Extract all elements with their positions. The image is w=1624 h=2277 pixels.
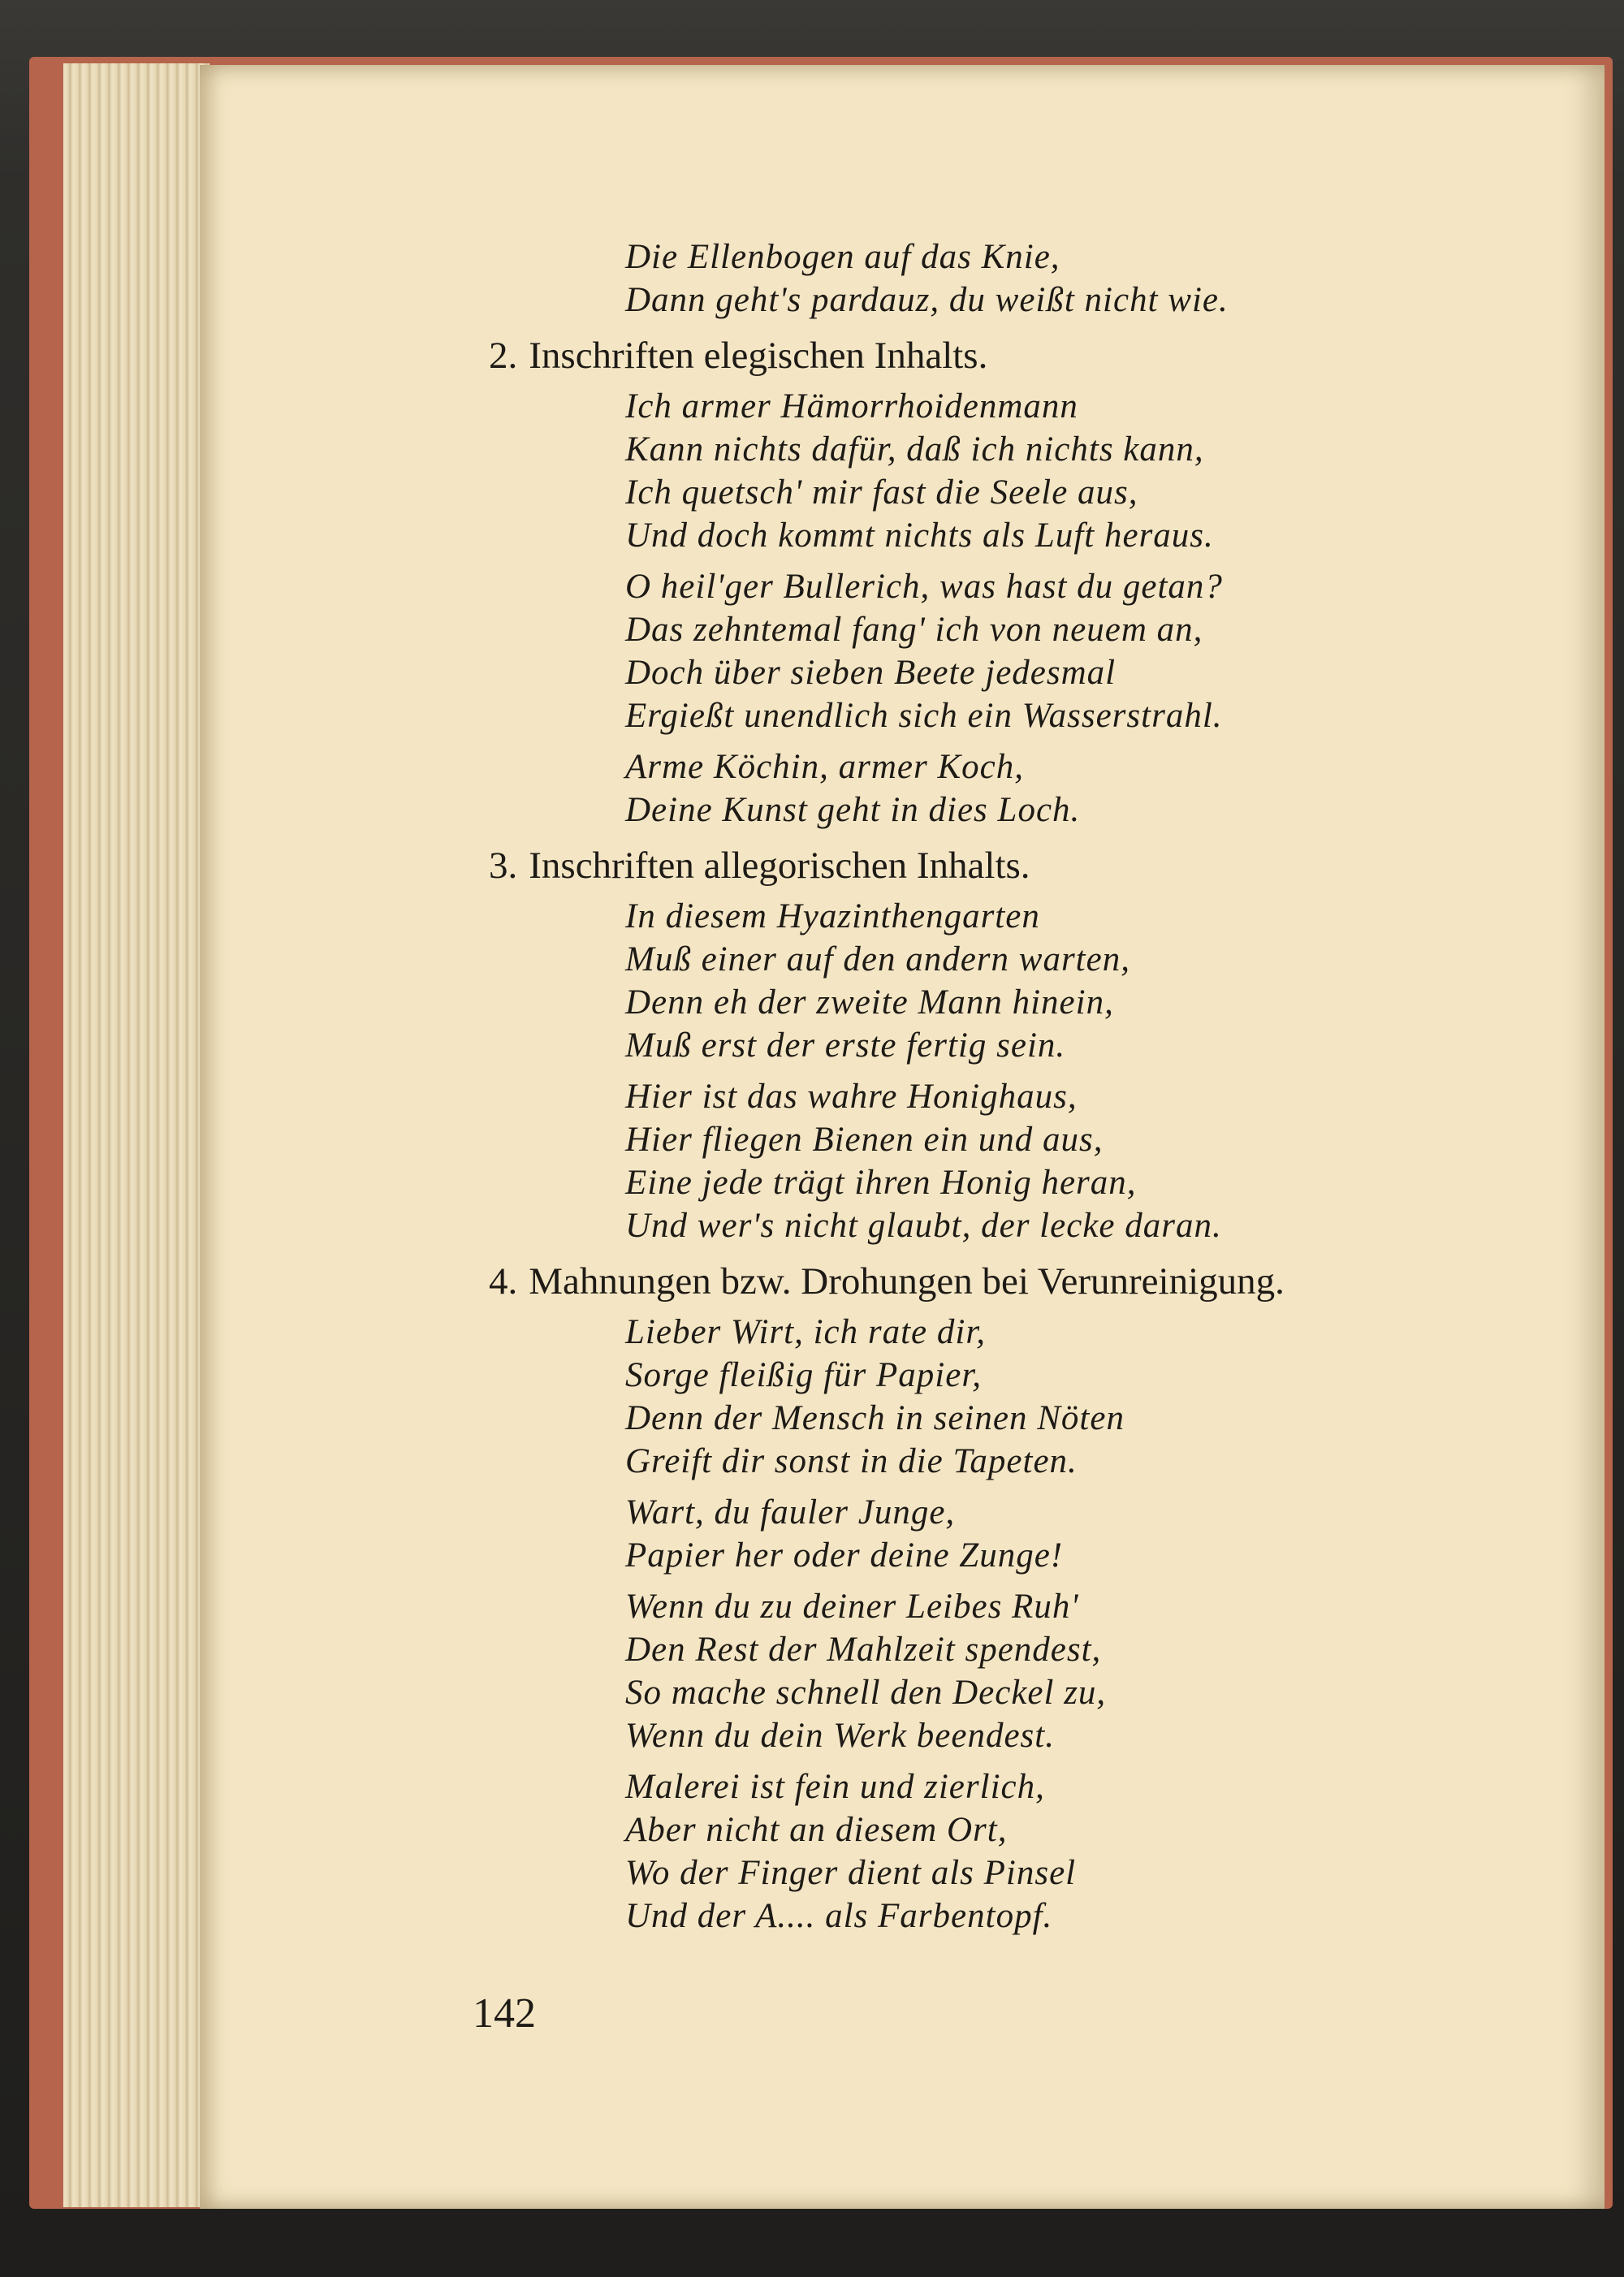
verse-line: Papier her oder deine Zunge! xyxy=(625,1536,1064,1575)
section-title: Inschriften elegischen Inhalts. xyxy=(529,335,988,377)
section-title: Inschriften allegorischen Inhalts. xyxy=(529,845,1030,887)
verse-line: Und wer's nicht glaubt, der lecke daran. xyxy=(625,1207,1222,1245)
stanza xyxy=(276,895,1445,1067)
section-number: 3. xyxy=(489,845,518,887)
verse-line: Doch über sieben Beete jedesmal xyxy=(625,654,1116,692)
verse-line: Die Ellenbogen auf das Knie, xyxy=(625,238,1060,276)
stanza xyxy=(276,565,1445,737)
verse-line: Ich armer Hämorrhoidenmann xyxy=(625,387,1078,426)
section-title: Mahnungen bzw. Drohungen bei Verunreinigung. xyxy=(529,1260,1285,1303)
verse-line: Denn der Mensch in seinen Nöten xyxy=(625,1399,1125,1437)
verse-line: In diesem Hyazinthengarten xyxy=(625,897,1040,935)
verse-line: Sorge fleißig für Papier, xyxy=(625,1356,983,1394)
verse-line: Wenn du dein Werk beendest. xyxy=(625,1717,1055,1755)
verse-line: Ich quetsch' mir fast die Seele aus, xyxy=(625,473,1138,512)
page-text xyxy=(276,235,1445,1946)
verse-line: Ergießt unendlich sich ein Wasserstrahl. xyxy=(625,697,1223,735)
verse-line: Arme Köchin, armer Koch, xyxy=(625,748,1024,786)
verse-line: Eine jede trägt ihren Honig heran, xyxy=(625,1164,1137,1202)
page-stack-edges xyxy=(63,63,209,2207)
verse-line: O heil'ger Bullerich, was hast du getan? xyxy=(625,568,1223,606)
stanza xyxy=(276,745,1445,832)
verse-line: Und doch kommt nichts als Luft heraus. xyxy=(625,516,1214,555)
verse-line: Den Rest der Mahlzeit spendest, xyxy=(625,1631,1102,1669)
section-heading xyxy=(489,1257,1445,1306)
verse-line: Dann geht's pardauz, du weißt nicht wie. xyxy=(625,281,1229,319)
page-number: 142 xyxy=(473,1990,536,2037)
verse-line: Malerei ist fein und zierlich, xyxy=(625,1768,1045,1806)
verse-line: Lieber Wirt, ich rate dir, xyxy=(625,1313,987,1351)
stanza xyxy=(276,1585,1445,1757)
stanza xyxy=(276,385,1445,557)
verse-line: Deine Kunst geht in dies Loch. xyxy=(625,791,1081,829)
verse-line: Muß einer auf den andern warten, xyxy=(625,940,1130,979)
stanza xyxy=(276,1311,1445,1483)
verse-line: Wo der Finger dient als Pinsel xyxy=(625,1854,1077,1892)
section-heading xyxy=(489,841,1445,890)
intro-stanza xyxy=(276,235,1445,322)
stanza xyxy=(276,1491,1445,1577)
section-number: 2. xyxy=(489,335,518,377)
verse-line: Kann nichts dafür, daß ich nichts kann, xyxy=(625,430,1204,469)
verse-line: Und der A.... als Farbentopf. xyxy=(625,1897,1053,1935)
verse-line: Das zehntemal fang' ich von neuem an, xyxy=(625,611,1203,649)
stanza xyxy=(276,1765,1445,1938)
section-heading xyxy=(489,331,1445,380)
section-number: 4. xyxy=(489,1260,518,1303)
verse-line: Aber nicht an diesem Ort, xyxy=(625,1811,1008,1849)
verse-line: Greift dir sonst in die Tapeten. xyxy=(625,1442,1078,1480)
verse-line: Wenn du zu deiner Leibes Ruh' xyxy=(625,1588,1079,1626)
verse-line: Hier ist das wahre Honighaus, xyxy=(625,1078,1078,1116)
verse-line: Muß erst der erste fertig sein. xyxy=(625,1026,1066,1065)
verse-line: Wart, du fauler Junge, xyxy=(625,1493,956,1532)
verse-line: Hier fliegen Bienen ein und aus, xyxy=(625,1121,1104,1159)
verse-line: So mache schnell den Deckel zu, xyxy=(625,1674,1107,1712)
verse-line: Denn eh der zweite Mann hinein, xyxy=(625,983,1114,1022)
stanza xyxy=(276,1075,1445,1247)
